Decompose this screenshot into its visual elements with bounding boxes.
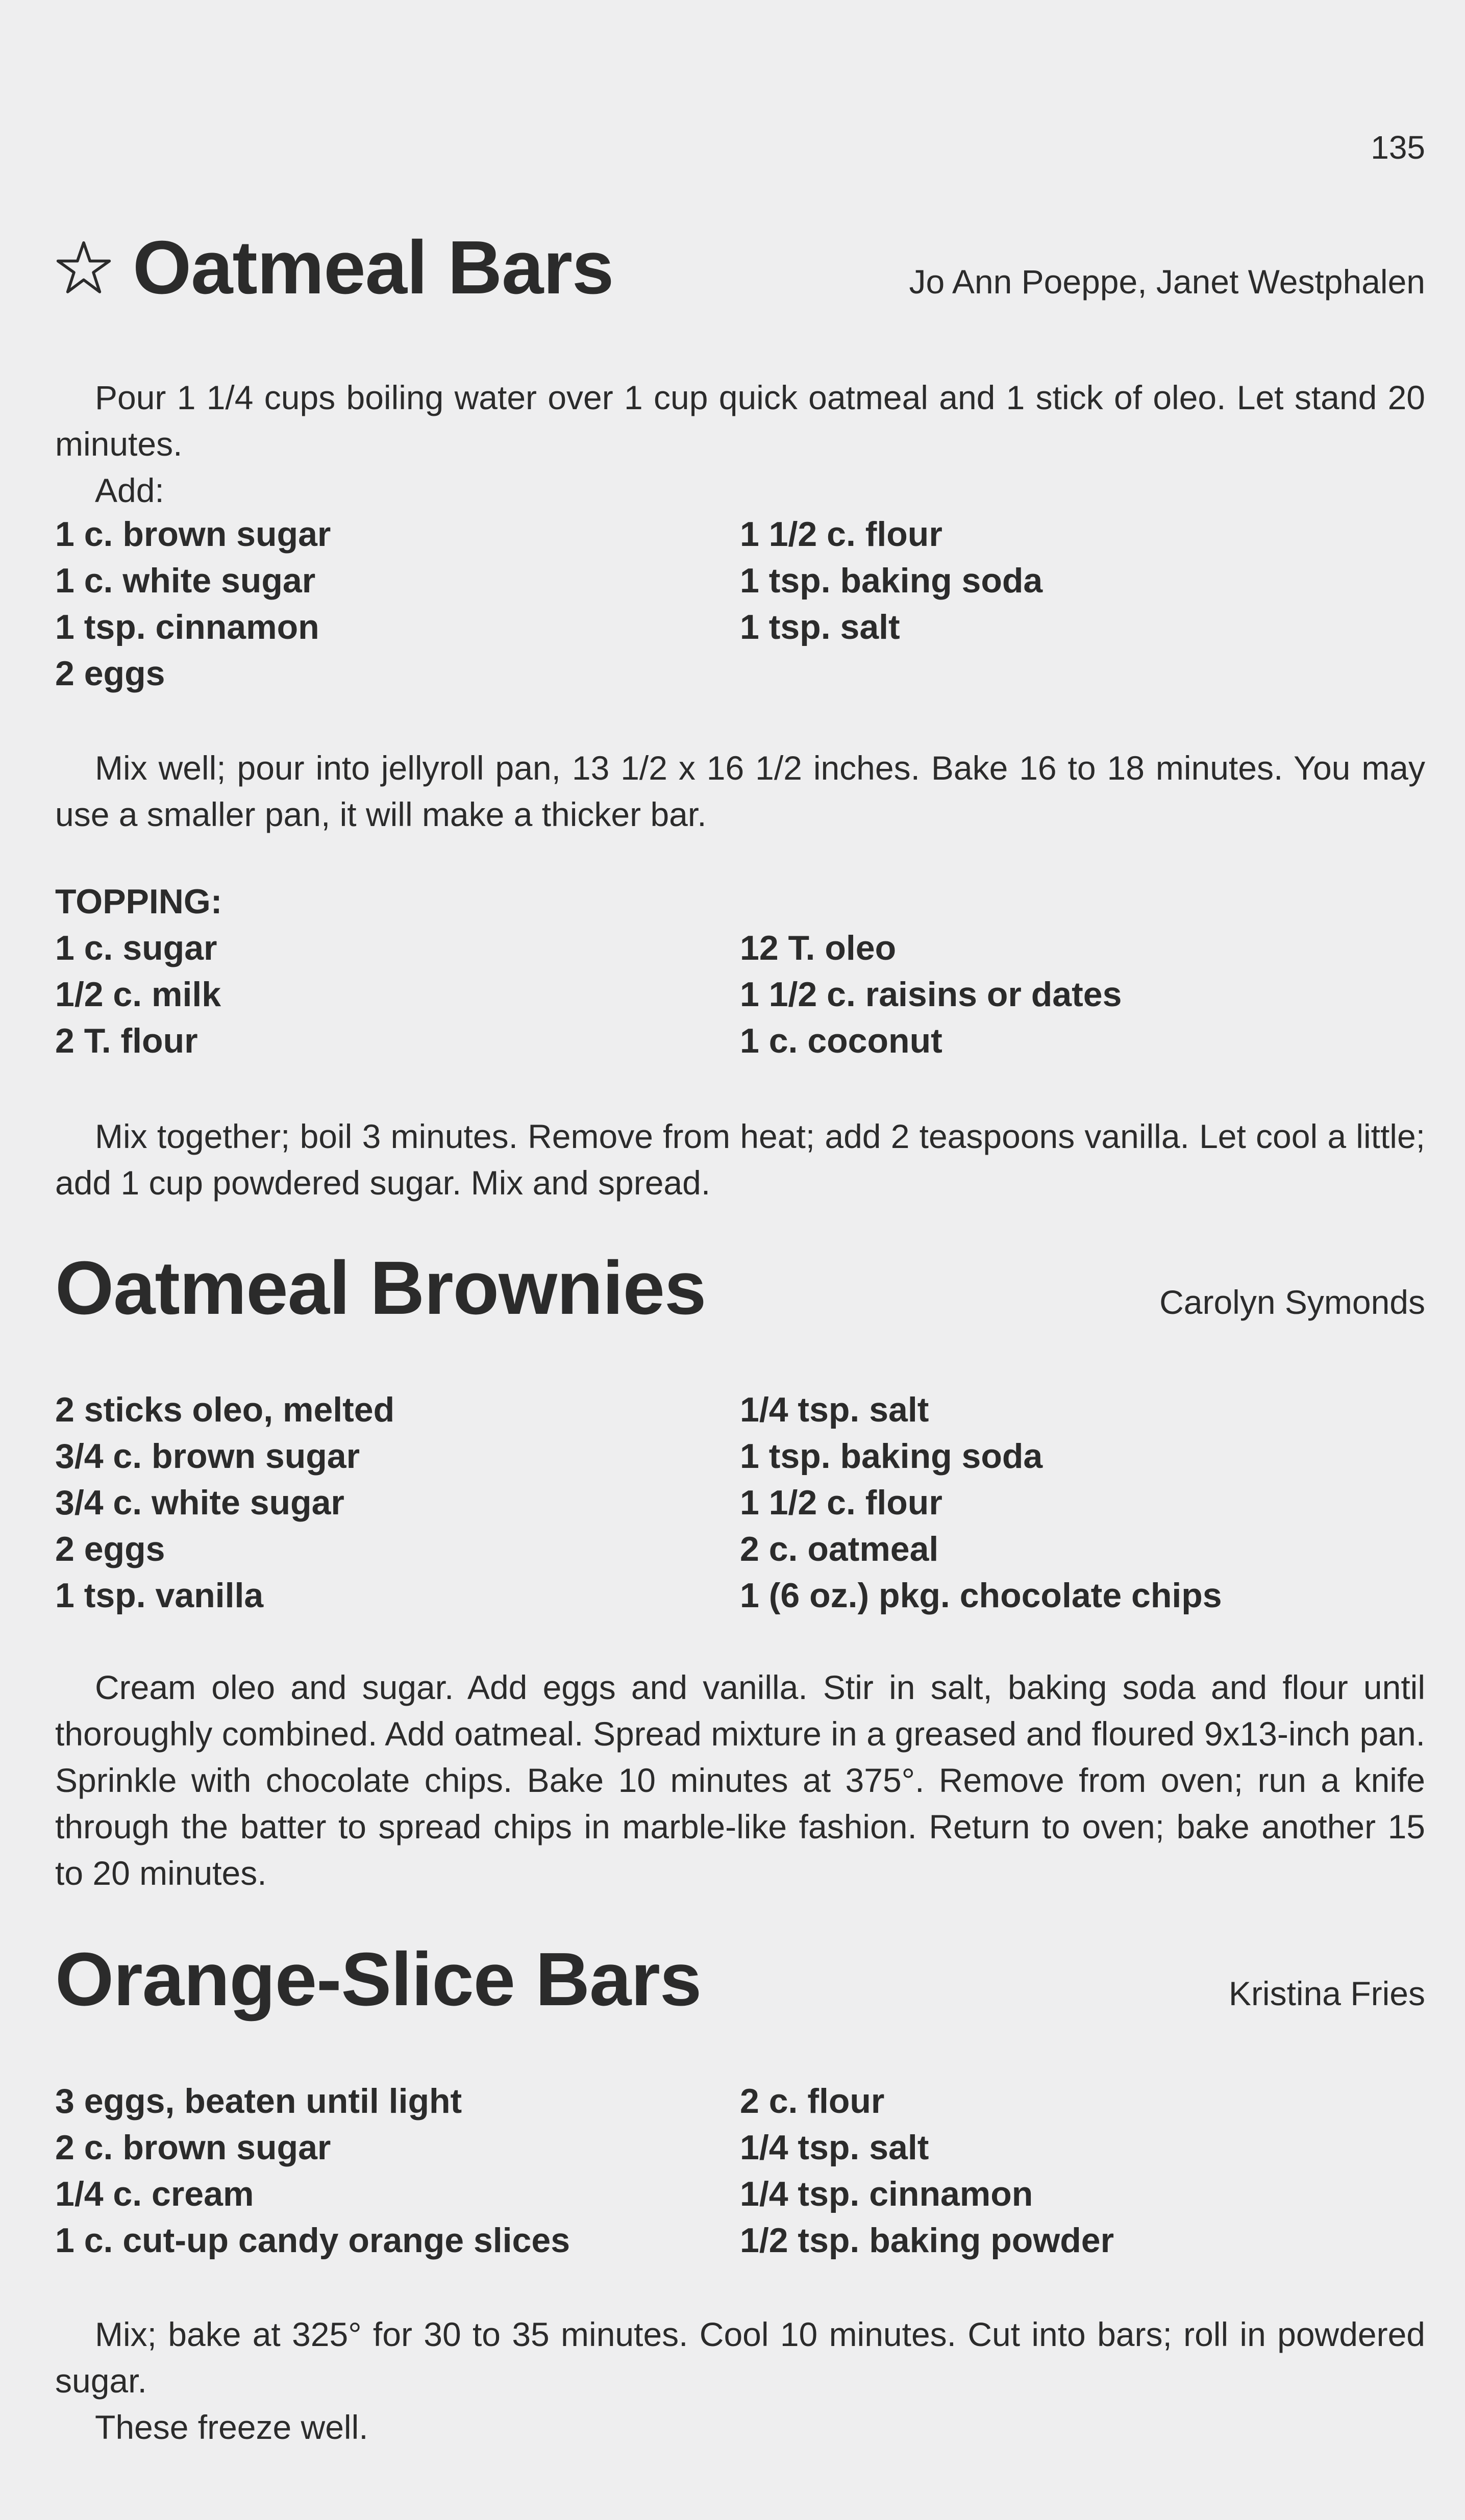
ingredient-item: 1/2 tsp. baking powder: [740, 2221, 1114, 2260]
recipe-header-orange-slice-bars: [55, 1936, 1425, 2023]
ingredient-item: 1/4 tsp. salt: [740, 1390, 929, 1429]
ingredient-item: 2 c. flour: [740, 2082, 885, 2120]
recipe-header-oatmeal-brownies: [55, 1245, 1425, 1332]
ingredient-item: 1 (6 oz.) pkg. chocolate chips: [740, 1576, 1222, 1615]
recipe-method: Cream oleo and sugar. Add eggs and vanilla. Stir in salt, baking soda and flour until thoroughly combined. Add oatmeal. Spread mixture in a greased and floured 9x13-inch pan. Sprinkle with chocolate chips. Bake 10 minutes at 375°. Remove from oven; run a knife through the batter to spread chips in marble-like fashion. Return to oven; bake another 15 to 20 minutes.: [55, 1668, 1425, 1892]
recipe-header-oatmeal-bars: [55, 224, 1425, 311]
ingredient-item: 2 sticks oleo, melted: [55, 1390, 395, 1429]
ingredient-item: 1/4 tsp. cinnamon: [740, 2175, 1033, 2213]
ingredient-column-left: [55, 511, 740, 697]
ingredient-item: 1 tsp. baking soda: [740, 561, 1043, 600]
ingredient-item: 1/4 c. cream: [55, 2175, 254, 2213]
ingredient-item: 2 eggs: [55, 654, 165, 693]
ingredient-item: 1/2 c. milk: [55, 975, 221, 1014]
page-number: 135: [1371, 129, 1425, 166]
recipe-title: Orange-Slice Bars: [55, 1937, 702, 2022]
ingredient-item: 3 eggs, beaten until light: [55, 2082, 462, 2120]
topping-method: Mix together; boil 3 minutes. Remove from heat; add 2 teaspoons vanilla. Let cool a little; add 1 cup powdered sugar. Mix and spread.: [55, 1117, 1425, 1202]
recipe-method: Mix; bake at 325° for 30 to 35 minutes. Cool 10 minutes. Cut into bars; roll in powdered sugar.: [55, 2315, 1425, 2400]
recipe-title: [55, 224, 613, 311]
ingredient-item: 1 c. coconut: [740, 1021, 942, 1060]
ingredient-item: 2 c. brown sugar: [55, 2128, 331, 2167]
recipe-note: These freeze well.: [95, 2408, 368, 2446]
recipe-author: Carolyn Symonds: [1159, 1283, 1425, 1321]
ingredient-item: 1 1/2 c. raisins or dates: [740, 975, 1122, 1014]
recipe-method: Mix well; pour into jellyroll pan, 13 1/2 x 16 1/2 inches. Bake 16 to 18 minutes. You may use a smaller pan, it will make a thicker bar.: [55, 749, 1425, 833]
ingredient-column-right: [740, 1387, 1425, 1619]
recipe-title-text: Oatmeal Bars: [133, 226, 614, 310]
ingredient-item: 3/4 c. white sugar: [55, 1483, 344, 1522]
ingredient-column-right: [740, 925, 1425, 1064]
recipe-intro: Pour 1 1/4 cups boiling water over 1 cup quick oatmeal and 1 stick of oleo. Let stand 20 minutes.: [55, 379, 1425, 463]
ingredient-list: [55, 511, 1425, 697]
recipe-title: Oatmeal Brownies: [55, 1246, 706, 1330]
ingredient-list: [55, 1387, 1425, 1619]
ingredient-item: 1 tsp. vanilla: [55, 1576, 264, 1615]
topping-ingredient-list: [55, 925, 1425, 1064]
star-outline-icon: [55, 228, 112, 285]
ingredient-item: 12 T. oleo: [740, 929, 897, 967]
ingredient-column-left: [55, 2078, 740, 2264]
ingredient-item: 1 c. cut-up candy orange slices: [55, 2221, 570, 2260]
ingredient-item: 1 1/2 c. flour: [740, 515, 942, 554]
ingredient-column-right: [740, 511, 1425, 697]
ingredient-item: 1 c. brown sugar: [55, 515, 331, 554]
ingredient-column-right: [740, 2078, 1425, 2264]
add-label: Add:: [95, 471, 164, 509]
ingredient-column-left: [55, 925, 740, 1064]
ingredient-item: 3/4 c. brown sugar: [55, 1437, 360, 1476]
ingredient-item: 1 c. sugar: [55, 929, 217, 967]
ingredient-item: 1/4 tsp. salt: [740, 2128, 929, 2167]
ingredient-column-left: [55, 1387, 740, 1619]
ingredient-item: 1 1/2 c. flour: [740, 1483, 942, 1522]
ingredient-item: 1 c. white sugar: [55, 561, 316, 600]
ingredient-item: 2 c. oatmeal: [740, 1530, 939, 1568]
ingredient-item: 1 tsp. cinnamon: [55, 608, 319, 646]
topping-label: TOPPING:: [55, 882, 222, 921]
ingredient-item: 2 T. flour: [55, 1021, 198, 1060]
ingredient-item: 1 tsp. salt: [740, 608, 900, 646]
recipe-author: Jo Ann Poeppe, Janet Westphalen: [909, 263, 1425, 301]
ingredient-item: 1 tsp. baking soda: [740, 1437, 1043, 1476]
recipe-author: Kristina Fries: [1228, 1975, 1425, 2012]
ingredient-list: [55, 2078, 1425, 2264]
ingredient-item: 2 eggs: [55, 1530, 165, 1568]
